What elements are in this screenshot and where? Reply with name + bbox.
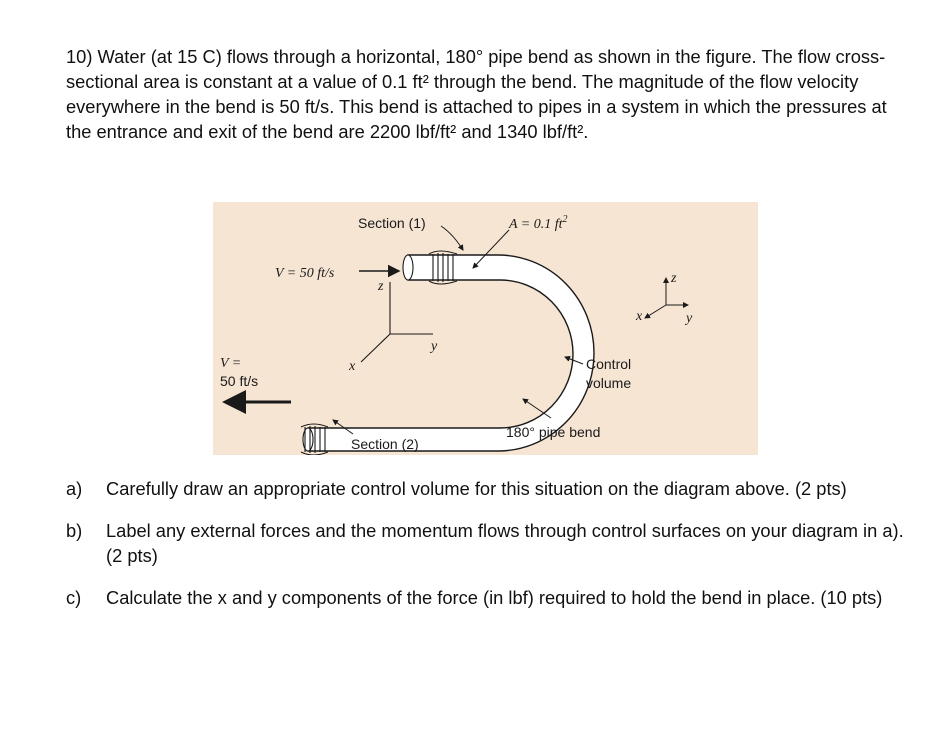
triad-x-label: x — [636, 309, 643, 324]
part-b — [66, 518, 906, 568]
section-1-leader — [441, 226, 463, 250]
part-c-letter: c) — [66, 587, 82, 608]
control-volume-label-line1: Control — [586, 356, 632, 372]
problem-statement — [66, 44, 906, 144]
pipe-bend-figure — [213, 202, 758, 455]
pipe-bend-body — [308, 255, 594, 451]
axis-z-label: z — [378, 279, 384, 294]
problem-text: Water (at 15 C) flows through a horizontal, 180° pipe bend as shown in the figure. The flow cross-sectional area is constant at a value of 0.1 ft² through the bend. The magnitude of the flow velocity everywhere in the bend is 50 ft/s. This bend is attached to pipes in a system in which the pressures at the entrance and exit of the bend are 2200 lbf/ft² and 1340 lbf/ft². — [66, 46, 887, 142]
triad-z-label: z — [671, 271, 677, 286]
part-c — [66, 585, 906, 610]
reference-triad — [645, 278, 688, 318]
section-2-label: Section (2) — [351, 436, 419, 452]
part-c-text: Calculate the x and y components of the force (in lbf) required to hold the bend in place. (10 pts) — [106, 587, 883, 608]
inlet-velocity-label: V = 50 ft/s — [275, 266, 335, 281]
problem-number: 10) — [66, 46, 93, 67]
axis-y-label: y — [431, 339, 438, 354]
question-parts — [66, 476, 906, 627]
bend-label: 180° pipe bend — [506, 424, 601, 440]
outlet-velocity-label-line1: V = — [220, 356, 242, 371]
outlet-velocity-label-line2: 50 ft/s — [220, 373, 259, 389]
part-a-letter: a) — [66, 478, 83, 499]
part-a-text: Carefully draw an appropriate control volume for this situation on the diagram above. (2 pts) — [106, 478, 847, 499]
part-b-text: Label any external forces and the momentum flows through control surfaces on your diagram in a). (2 pts) — [106, 520, 904, 566]
section-1-label: Section (1) — [358, 215, 426, 231]
part-a — [66, 476, 906, 501]
part-b-letter: b) — [66, 520, 83, 541]
area-label: A = 0.1 $ft^2$ — [509, 214, 568, 232]
triad-y-label: y — [686, 311, 693, 326]
control-volume-label-line2: volume — [586, 375, 632, 391]
bend-leader — [523, 399, 551, 418]
pipe-bend-diagram — [213, 202, 758, 455]
pipe-axes — [361, 282, 433, 362]
axis-x-label: x — [349, 359, 356, 374]
